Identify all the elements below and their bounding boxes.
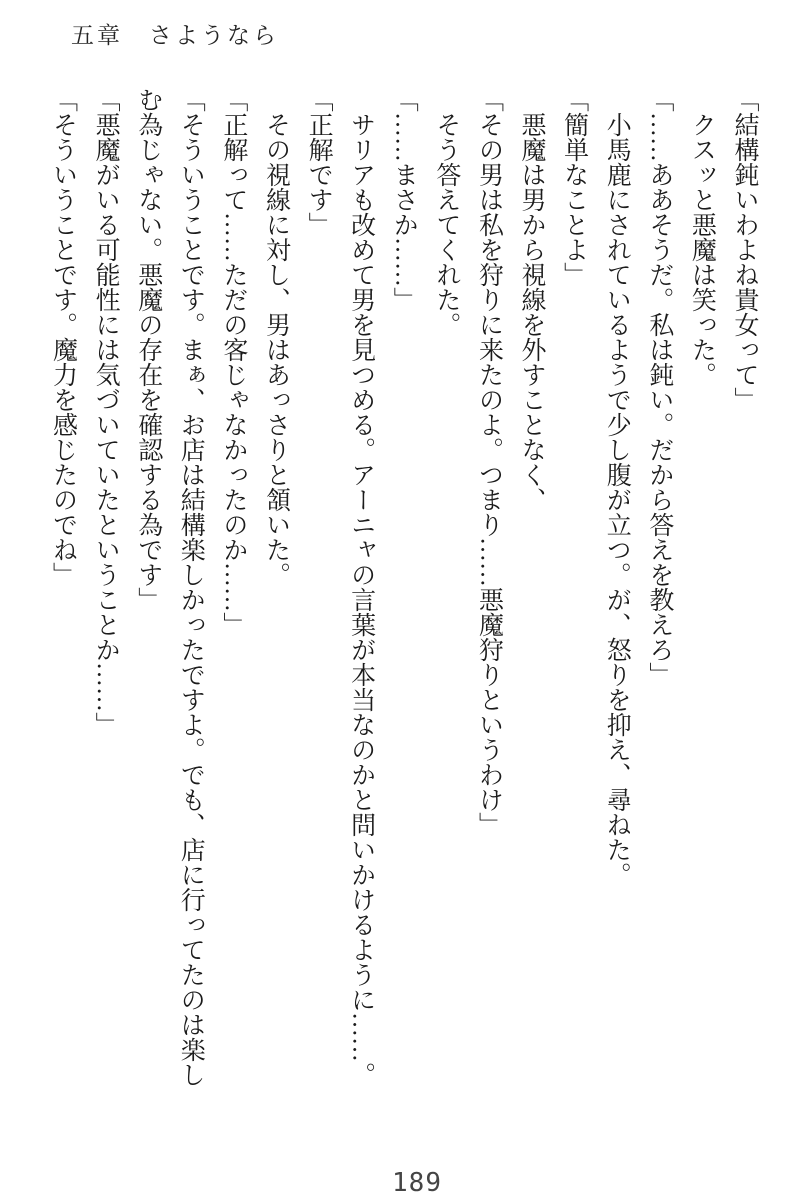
text-paragraph: 「その男は私を狩りに来たのよ。つまり……悪魔狩りというわけ」 xyxy=(475,87,503,837)
text-paragraph: 「悪魔がいる可能性には気づいていたということか……」 xyxy=(92,87,120,737)
text-paragraph: 「……まさか……」 xyxy=(390,87,418,312)
text-paragraph: 「正解です」 xyxy=(305,87,333,237)
text-paragraph: 「そういうことです。魔力を感じたのでね」 xyxy=(49,87,77,587)
page-number: 189 xyxy=(392,1168,442,1198)
text-paragraph: クスッと悪魔は笑った。 xyxy=(688,112,716,387)
text-paragraph: 小馬鹿にされているようで少し腹が立つ。が、怒りを抑え、尋ねた。 xyxy=(603,112,631,887)
text-paragraph: そう答えてくれた。 xyxy=(432,112,460,337)
text-paragraph: 「簡単なことよ」 xyxy=(560,87,588,287)
text-paragraph: サリアも改めて男を見つめる。アーニャの言葉が本当なのかと問いかけるように……。 xyxy=(347,112,375,1087)
text-paragraph: 「結構鈍いわよね貴女って」 xyxy=(731,87,758,412)
text-paragraph: 「……ああそうだ。私は鈍い。だから答えを教えろ」 xyxy=(645,87,673,687)
body-text xyxy=(39,87,765,1101)
text-paragraph: その視線に対し、男はあっさりと頷いた。 xyxy=(262,112,290,587)
chapter-header: 五章 さようなら xyxy=(71,23,279,48)
text-paragraph: 「正解って……ただの客じゃなかったのか……」 xyxy=(219,87,247,637)
text-paragraph: 「そういうことです。まぁ、お店は結構楽しかったですよ。でも、店に行ってたのは楽しむ為じゃない。悪魔の存在を確認する為です」 xyxy=(134,87,205,1087)
text-paragraph: 悪魔は男から視線を外すことなく、 xyxy=(518,112,546,512)
